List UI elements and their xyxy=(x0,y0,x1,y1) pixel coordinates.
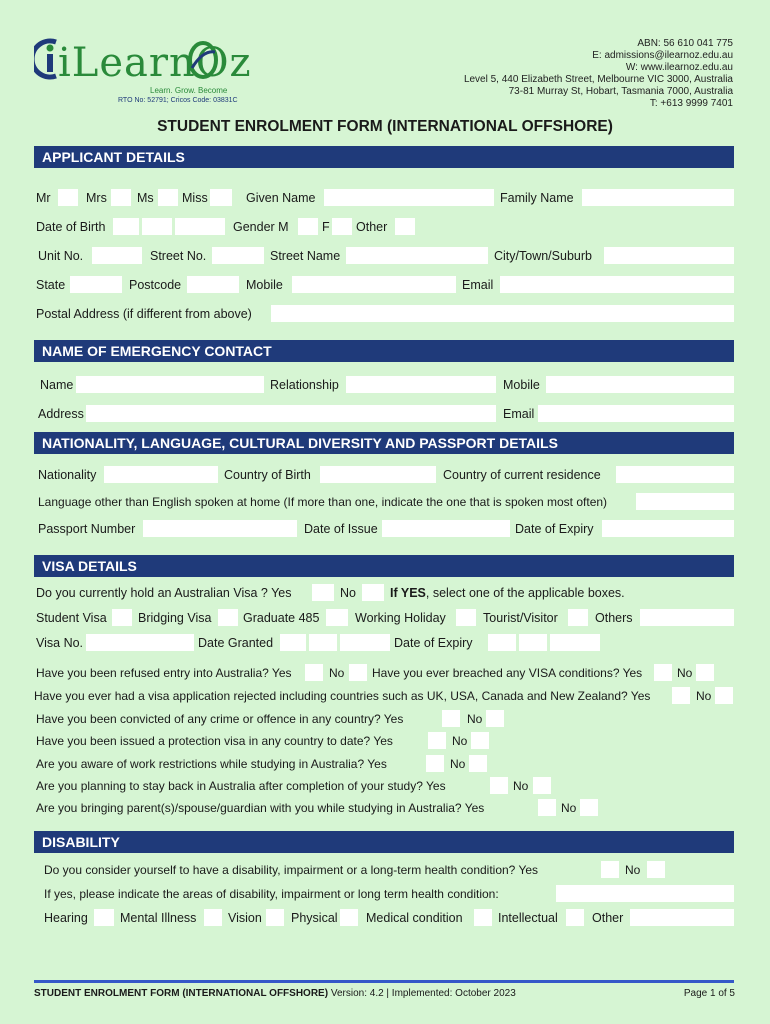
label-country-of-residence: Country of current residence xyxy=(443,468,601,482)
label-mental-illness: Mental Illness xyxy=(120,911,197,925)
checkbox-q6-yes[interactable] xyxy=(426,755,444,772)
visa-no-field[interactable] xyxy=(86,634,194,651)
dob-year-field[interactable] xyxy=(175,218,225,235)
checkbox-disability-yes[interactable] xyxy=(601,861,619,878)
label-ms: Ms xyxy=(137,191,154,205)
label-disability-other: Other xyxy=(592,911,624,925)
nationality-field[interactable] xyxy=(104,466,218,483)
question-stay-back: Are you planning to stay back in Australia after completion of your study? Yes xyxy=(36,779,446,793)
checkbox-q5-yes[interactable] xyxy=(428,732,446,749)
label-q1-no: No xyxy=(329,666,345,680)
checkbox-visa-hold-no[interactable] xyxy=(362,584,384,601)
label-student-visa: Student Visa xyxy=(36,611,107,625)
checkbox-student-visa[interactable] xyxy=(112,609,132,626)
checkbox-working-holiday[interactable] xyxy=(456,609,476,626)
label-bridging-visa: Bridging Visa xyxy=(138,611,212,625)
granted-day-field[interactable] xyxy=(280,634,306,651)
disability-other-field[interactable] xyxy=(630,909,734,926)
question-visa-rejected: Have you ever had a visa application rejected including countries such as UK, USA, Canada and New Zealand? Yes xyxy=(34,689,651,703)
label-unit-no: Unit No. xyxy=(38,249,84,263)
label-email: Email xyxy=(462,278,494,292)
granted-month-field[interactable] xyxy=(309,634,337,651)
given-name-field[interactable] xyxy=(324,189,494,206)
label-physical: Physical xyxy=(291,911,338,925)
label-ec-address: Address xyxy=(38,407,84,421)
logo-text: iLearnOz xyxy=(58,40,252,86)
label-disability-no: No xyxy=(625,863,641,877)
checkbox-physical[interactable] xyxy=(340,909,358,926)
family-name-field[interactable] xyxy=(582,189,734,206)
form-title: STUDENT ENROLMENT FORM (INTERNATIONAL OFFSHORE) xyxy=(157,118,613,135)
checkbox-q6-no[interactable] xyxy=(469,755,487,772)
checkbox-q2-yes[interactable] xyxy=(654,664,672,681)
email-field[interactable] xyxy=(500,276,734,293)
checkbox-tourist-visitor[interactable] xyxy=(568,609,588,626)
others-field[interactable] xyxy=(640,609,734,626)
checkbox-q5-no[interactable] xyxy=(471,732,489,749)
ec-relationship-field[interactable] xyxy=(346,376,496,393)
label-q6-no: No xyxy=(450,757,466,771)
label-q7-no: No xyxy=(513,779,529,793)
checkbox-medical-condition[interactable] xyxy=(474,909,492,926)
checkbox-gender-f[interactable] xyxy=(332,218,352,235)
label-medical-condition: Medical condition xyxy=(366,911,463,925)
checkbox-disability-no[interactable] xyxy=(647,861,665,878)
section-visa-details: VISA DETAILS xyxy=(34,555,734,577)
checkbox-mr[interactable] xyxy=(58,189,78,206)
label-q2-no: No xyxy=(677,666,693,680)
checkbox-vision[interactable] xyxy=(266,909,284,926)
contact-address-melbourne: Level 5, 440 Elizabeth Street, Melbourne VIC 3000, Australia xyxy=(463,74,733,85)
postcode-field[interactable] xyxy=(187,276,239,293)
unit-no-field[interactable] xyxy=(92,247,142,264)
checkbox-q2-no[interactable] xyxy=(696,664,714,681)
footer-page-number: Page 1 of 5 xyxy=(683,988,735,999)
checkbox-hearing[interactable] xyxy=(94,909,114,926)
street-name-field[interactable] xyxy=(346,247,488,264)
label-graduate-485: Graduate 485 xyxy=(243,611,320,625)
logo-tagline: Learn. Grow. Become xyxy=(150,86,228,95)
label-visa-hold-no: No xyxy=(340,586,356,600)
checkbox-gender-m[interactable] xyxy=(298,218,318,235)
checkbox-q1-yes[interactable] xyxy=(305,664,323,681)
checkbox-visa-hold-yes[interactable] xyxy=(312,584,334,601)
checkbox-bridging-visa[interactable] xyxy=(218,609,238,626)
label-expiry-date: Date of Expiry xyxy=(515,522,594,536)
label-nationality: Nationality xyxy=(38,468,97,482)
ec-email-field[interactable] xyxy=(538,405,734,422)
checkbox-q3-yes[interactable] xyxy=(672,687,690,704)
dob-day-field[interactable] xyxy=(113,218,139,235)
state-field[interactable] xyxy=(70,276,122,293)
label-given-name: Given Name xyxy=(246,191,316,205)
checkbox-miss[interactable] xyxy=(210,189,232,206)
label-gender-m: Gender M xyxy=(233,220,289,234)
label-visa-expiry: Date of Expiry xyxy=(394,636,473,650)
contact-address-hobart: 73-81 Murray St, Hobart, Tasmania 7000, Australia xyxy=(508,86,733,97)
question-protection-visa: Have you been issued a protection visa in any country to date? Yes xyxy=(36,734,393,748)
footer-divider xyxy=(34,980,734,983)
section-nationality: NATIONALITY, LANGUAGE, CULTURAL DIVERSITY AND PASSPORT DETAILS xyxy=(34,432,734,454)
label-ec-relationship: Relationship xyxy=(270,378,339,392)
rto-code: RTO No: 52791; Cricos Code: 03831C xyxy=(118,97,238,104)
label-q8-no: No xyxy=(561,801,577,815)
footer-version: Version: 4.2 | Implemented: October 2023 xyxy=(328,988,516,999)
checkbox-q8-yes[interactable] xyxy=(538,799,556,816)
checkbox-mrs[interactable] xyxy=(111,189,131,206)
abn: ABN: 56 610 041 775 xyxy=(637,38,733,49)
question-refused-entry: Have you been refused entry into Australia? Yes xyxy=(36,666,292,680)
label-intellectual: Intellectual xyxy=(498,911,558,925)
label-ifyes: If YES, select one of the applicable boxes. xyxy=(390,586,625,600)
label-ec-email: Email xyxy=(503,407,535,421)
country-of-residence-field[interactable] xyxy=(616,466,734,483)
label-working-holiday: Working Holiday xyxy=(355,611,446,625)
label-mr: Mr xyxy=(36,191,51,205)
checkbox-intellectual[interactable] xyxy=(566,909,584,926)
label-hearing: Hearing xyxy=(44,911,88,925)
language-field[interactable] xyxy=(636,493,734,510)
city-field[interactable] xyxy=(604,247,734,264)
contact-phone: T: +613 9999 7401 xyxy=(649,98,733,109)
ec-address-field[interactable] xyxy=(86,405,496,422)
checkbox-q7-yes[interactable] xyxy=(490,777,508,794)
label-q5-no: No xyxy=(452,734,468,748)
footer-left xyxy=(34,988,516,999)
label-state: State xyxy=(36,278,66,292)
label-q4-no: No xyxy=(467,712,483,726)
label-vision: Vision xyxy=(228,911,262,925)
label-disability-areas: If yes, please indicate the areas of disability, impairment or long term health condition: xyxy=(44,887,499,901)
label-street-no: Street No. xyxy=(150,249,207,263)
label-q3-no: No xyxy=(696,689,712,703)
checkbox-q7-no[interactable] xyxy=(533,777,551,794)
contact-web: W: www.ilearnoz.edu.au xyxy=(625,62,733,73)
postal-address-field[interactable] xyxy=(271,305,734,322)
label-language: Language other than English spoken at home (If more than one, indicate the one that is spoken most often) xyxy=(38,495,608,509)
visa-expiry-day-field[interactable] xyxy=(488,634,516,651)
label-visa-hold: Do you currently hold an Australian Visa ? Yes xyxy=(36,586,292,600)
label-visa-no: Visa No. xyxy=(36,636,84,650)
label-miss: Miss xyxy=(182,191,208,205)
label-mobile: Mobile xyxy=(246,278,283,292)
label-ec-name: Name xyxy=(40,378,74,392)
granted-year-field[interactable] xyxy=(340,634,390,651)
street-no-field[interactable] xyxy=(212,247,264,264)
passport-number-field[interactable] xyxy=(143,520,297,537)
disability-areas-field[interactable] xyxy=(556,885,734,902)
label-city: City/Town/Suburb xyxy=(494,249,592,263)
section-emergency-contact: NAME OF EMERGENCY CONTACT xyxy=(34,340,734,362)
section-disability: DISABILITY xyxy=(34,831,734,853)
label-family-name: Family Name xyxy=(500,191,574,205)
checkbox-q4-yes[interactable] xyxy=(442,710,460,727)
label-passport: Passport Number xyxy=(38,522,136,536)
label-country-of-birth: Country of Birth xyxy=(224,468,311,482)
contact-email: E: admissions@ilearnoz.edu.au xyxy=(592,50,733,61)
checkbox-ms[interactable] xyxy=(158,189,178,206)
question-work-restrictions: Are you aware of work restrictions while studying in Australia? Yes xyxy=(36,757,387,771)
label-street-name: Street Name xyxy=(270,249,341,263)
country-of-birth-field[interactable] xyxy=(320,466,436,483)
question-disability: Do you consider yourself to have a disability, impairment or a long-term health condition? Yes xyxy=(44,863,539,877)
question-convicted: Have you been convicted of any crime or offence in any country? Yes xyxy=(36,712,404,726)
question-bringing-family: Are you bringing parent(s)/spouse/guardian with you while studying in Australia? Yes xyxy=(36,801,485,815)
label-postcode: Postcode xyxy=(129,278,182,292)
label-postal-address: Postal Address (if different from above) xyxy=(36,307,252,321)
label-issue-date: Date of Issue xyxy=(304,522,378,536)
label-ec-mobile: Mobile xyxy=(503,378,540,392)
checkbox-q8-no[interactable] xyxy=(580,799,598,816)
label-others: Others xyxy=(595,611,633,625)
label-date-granted: Date Granted xyxy=(198,636,274,650)
checkbox-graduate-485[interactable] xyxy=(326,609,348,626)
section-applicant-details: APPLICANT DETAILS xyxy=(34,146,734,168)
checkbox-mental-illness[interactable] xyxy=(204,909,222,926)
label-gender-f: F xyxy=(322,220,330,234)
checkbox-q4-no[interactable] xyxy=(486,710,504,727)
label-dob: Date of Birth xyxy=(36,220,106,234)
label-gender-other: Other xyxy=(356,220,388,234)
contact-block xyxy=(464,38,733,110)
visa-expiry-month-field[interactable] xyxy=(519,634,547,651)
label-mrs: Mrs xyxy=(86,191,107,205)
checkbox-q3-no[interactable] xyxy=(715,687,733,704)
mobile-field[interactable] xyxy=(292,276,456,293)
question-breached-visa: Have you ever breached any VISA conditions? Yes xyxy=(372,666,643,680)
ec-name-field[interactable] xyxy=(76,376,264,393)
issue-date-field[interactable] xyxy=(382,520,510,537)
visa-expiry-year-field[interactable] xyxy=(550,634,600,651)
checkbox-gender-other[interactable] xyxy=(395,218,415,235)
ec-mobile-field[interactable] xyxy=(546,376,734,393)
dob-month-field[interactable] xyxy=(142,218,172,235)
footer-form-title: STUDENT ENROLMENT FORM (INTERNATIONAL OFFSHORE) xyxy=(34,988,329,999)
label-tourist-visitor: Tourist/Visitor xyxy=(483,611,558,625)
expiry-date-field[interactable] xyxy=(602,520,734,537)
checkbox-q1-no[interactable] xyxy=(349,664,367,681)
leaf-swirl-icon xyxy=(188,40,218,80)
